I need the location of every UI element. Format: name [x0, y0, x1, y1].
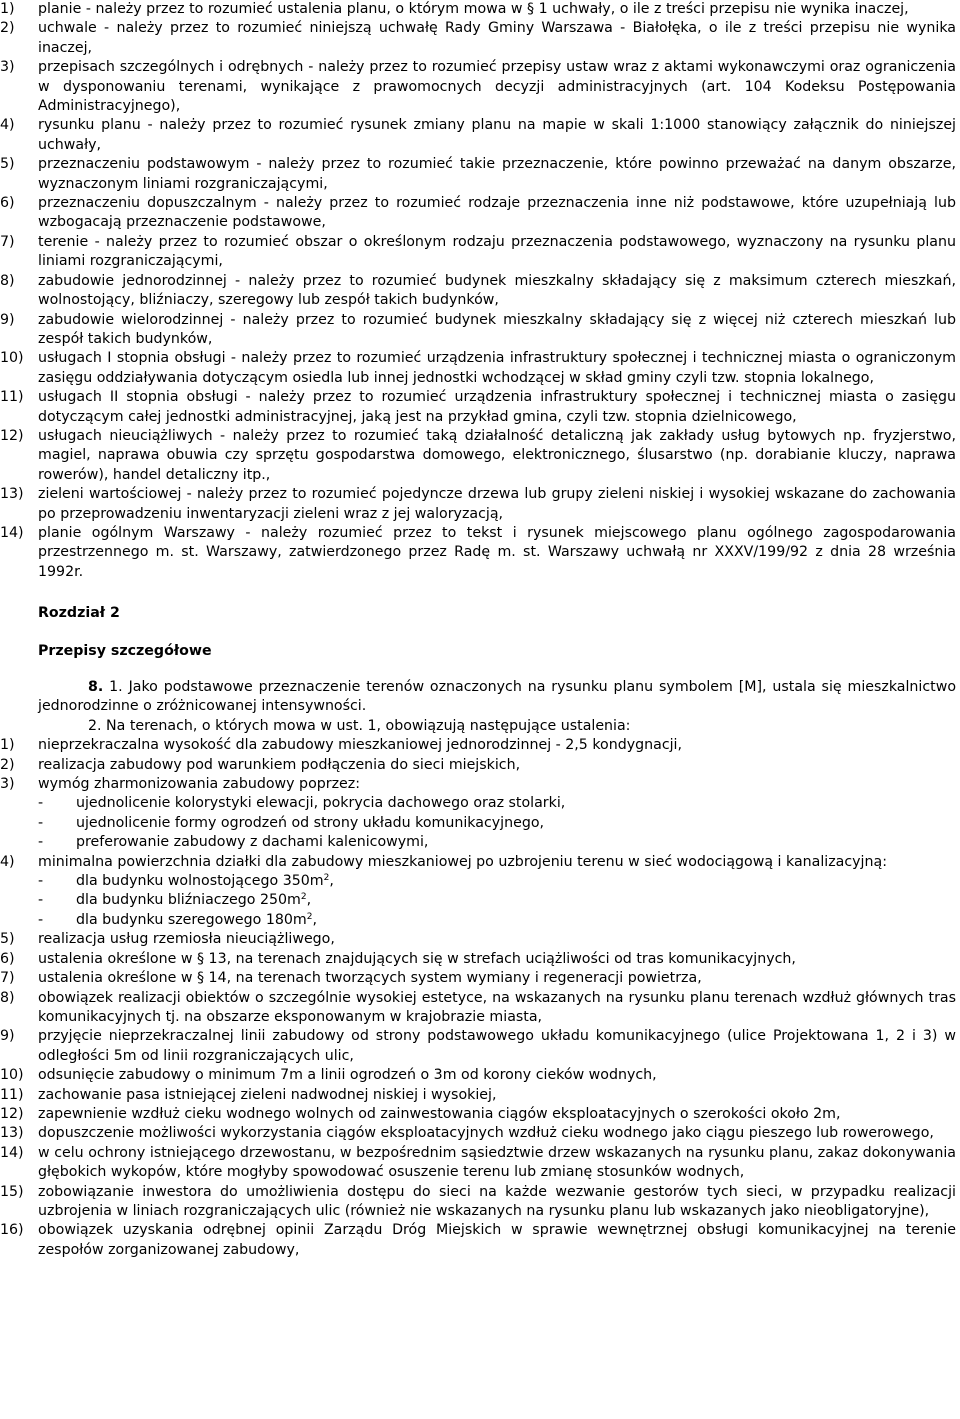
item-number: 10) — [0, 350, 24, 367]
item-number: 6) — [0, 195, 15, 212]
item-text: planie ogólnym Warszawy - należy rozumieć przez to tekst i rysunek miejscowego planu ogólnego zagospodarowania przestrzennego m. st. Warszawy, zatwierdzonego przez Radę m. st. Warszawy uchwałą nr XXXV/199/92 z dnia 28 września 1992r. — [38, 524, 956, 580]
item-text: wymóg zharmonizowania zabudowy poprzez: — [38, 776, 360, 793]
sub-item-text: ujednolicenie formy ogrodzeń od strony układu komunikacyjnego, — [76, 814, 545, 831]
list-item — [0, 736, 956, 755]
list-item — [0, 930, 956, 949]
item-number: 13) — [0, 1125, 24, 1142]
item-text: realizacja usług rzemiosła nieuciążliwego, — [38, 931, 335, 948]
item-text: usługach II stopnia obsługi - należy przez to rozumieć urządzenia infrastruktury społecznej i technicznej miasta o zasięgu dotyczącym całej jednostki administracyjnej, jaką jest na przykład gmina, czyli tzw. stopnia dzielnicowego, — [38, 389, 956, 425]
item-text: zieleni wartościowej - należy przez to rozumieć pojedyncze drzewa lub grupy zieleni niskiej i wysokiej wskazane do zachowania po przeprowadzeniu inwentaryzacji zieleni wraz z jej waloryzacją, — [38, 486, 956, 522]
sub-item — [0, 794, 956, 813]
list-item — [0, 58, 956, 116]
list-item — [0, 427, 956, 485]
item-text: odsunięcie zabudowy o minimum 7m a linii ogrodzeń o 3m od korony cieków wodnych, — [38, 1067, 657, 1084]
list-item — [0, 1066, 956, 1085]
item-text: ustalenia określone w § 13, na terenach znajdujących się w strefach uciążliwości od tras komunikacyjnych, — [38, 950, 796, 967]
item-text: planie - należy przez to rozumieć ustalenia planu, o którym mowa w § 1 uchwały, o ile z treści przepisu nie wynika inaczej, — [38, 1, 909, 17]
item-text: zachowanie pasa istniejącej zieleni nadwodnej niskiej i wysokiej, — [38, 1086, 497, 1103]
item-number: 1) — [0, 1, 15, 17]
ust-number: 1. — [109, 679, 123, 695]
list-item — [0, 311, 956, 350]
list-item — [0, 1105, 956, 1124]
item-text: rysunku planu - należy przez to rozumieć rysunek zmiany planu na mapie w skali 1:1000 stanowiący załącznik do niniejszej uchwały, — [38, 117, 956, 153]
item-number: 9) — [0, 311, 15, 328]
definitions-list — [0, 0, 956, 582]
list-item — [0, 233, 956, 272]
item-number: 7) — [0, 233, 15, 250]
paragraph-8-ust-2: 2. Na terenach, o których mowa w ust. 1, obowiązują następujące ustalenia: — [88, 717, 631, 734]
sub-item-text: dla budynku bliźniaczego 250m — [76, 892, 301, 909]
item-number: 2) — [0, 756, 15, 773]
item-text: zapewnienie wzdłuż cieku wodnego wolnych od zainwestowania ciągów eksploatacyjnych o szerokości około 2m, — [38, 1105, 841, 1122]
list-item — [0, 272, 956, 311]
list-item — [0, 349, 956, 388]
dash-bullet: - — [38, 814, 44, 831]
section-number: 8. — [88, 679, 104, 695]
sub-item-text: dla budynku szeregowego 180m — [76, 911, 307, 928]
list-item — [0, 1221, 956, 1260]
list-item — [0, 194, 956, 233]
item-text: realizacja zabudowy pod warunkiem podłączenia do sieci miejskich, — [38, 756, 521, 773]
list-item — [0, 19, 956, 58]
sub-item-text: preferowanie zabudowy z dachami kalenicowymi, — [76, 834, 429, 851]
dash-bullet: - — [38, 795, 44, 812]
item-number: 12) — [0, 1105, 24, 1122]
sub-item — [0, 872, 956, 891]
list-item — [0, 756, 956, 775]
item-number: 10) — [0, 1067, 24, 1084]
dash-bullet: - — [38, 911, 44, 928]
item-text: ustalenia określone w § 14, na terenach tworzących system wymiany i regeneracji powietrza, — [38, 970, 702, 987]
sub-item-tail: , — [312, 911, 318, 928]
item-number: 4) — [0, 853, 15, 870]
list-item — [0, 1086, 956, 1105]
item-text: przepisach szczególnych i odrębnych - należy przez to rozumieć przepisy ustaw wraz z aktami wykonawczymi oraz ograniczenia w dysponowaniu terenami, wynikające z prawomocnych decyzji administracyjnych (art. 104 Kodeksu Postępowania Administracyjnego), — [38, 59, 956, 115]
list-item — [0, 0, 956, 19]
sub-item-text: dla budynku wolnostojącego 350m — [76, 873, 324, 890]
item-number: 6) — [0, 950, 15, 967]
sub-item — [0, 911, 956, 930]
item-number: 16) — [0, 1222, 24, 1239]
item-number: 11) — [0, 389, 24, 406]
list-item — [0, 1124, 956, 1143]
list-item — [0, 950, 956, 969]
sub-item-tail: , — [306, 892, 312, 909]
item-number: 3) — [0, 59, 15, 76]
item-text: zabudowie wielorodzinnej - należy przez to rozumieć budynek mieszkalny składający się z więcej niż czterech mieszkań lub zespół takich budynków, — [38, 311, 956, 347]
superscript: 2 — [300, 892, 307, 903]
sub-item — [0, 833, 956, 852]
list-item — [0, 775, 956, 794]
ust-text: Jako podstawowe przeznaczenie terenów oznaczonych na rysunku planu symbolem [M], ustala się mieszkalnictwo jednorodzinne o zróżnicowanej intensywności. — [38, 679, 957, 715]
item-number: 1) — [0, 737, 15, 754]
paragraph-8-ust-1 — [0, 678, 956, 717]
item-number: 5) — [0, 156, 15, 173]
list-item — [0, 524, 956, 582]
superscript: 2 — [323, 873, 330, 884]
item-text: obowiązek realizacji obiektów o szczególnie wysokiej estetyce, na wskazanych na rysunku planu terenach wzdłuż głównych tras komunikacyjnych tj. na obszarze eksponowanym w krajobrazie miasta, — [38, 989, 956, 1025]
item-number: 9) — [0, 1028, 15, 1045]
chapter-heading: Rozdział 2 — [38, 605, 120, 622]
item-text: przyjęcie nieprzekraczalnej linii zabudowy od strony podstawowego układu komunikacyjnego (ulice Projektowana 1, 2 i 3) w odległości 5m od linii rozgraniczających ulic, — [38, 1028, 956, 1064]
item-number: 14) — [0, 524, 24, 541]
superscript: 2 — [306, 911, 313, 922]
item-number: 14) — [0, 1144, 24, 1161]
list-item — [0, 388, 956, 427]
sub-item — [0, 814, 956, 833]
list-item — [0, 969, 956, 988]
list-item — [0, 1144, 956, 1183]
item-number: 5) — [0, 931, 15, 948]
item-number: 8) — [0, 272, 15, 289]
item-number: 7) — [0, 970, 15, 987]
item-text: przeznaczeniu podstawowym - należy przez to rozumieć takie przeznaczenie, które powinno przeważać na danym obszarze, wyznaczonym liniami rozgraniczającymi, — [38, 156, 956, 192]
list-item — [0, 1183, 956, 1222]
item-text: usługach I stopnia obsługi - należy przez to rozumieć urządzenia infrastruktury społecznej i technicznej miasta o ograniczonym zasięgu oddziaływania dotyczącym osiedla lub innej jednostki wchodzącej w skład gminy czyli tzw. stopnia lokalnego, — [38, 350, 956, 386]
item-text: obowiązek uzyskania odrębnej opinii Zarządu Dróg Miejskich w sprawie wewnętrznej obsługi komunikacyjnej na terenie zespołów zorganizowanej zabudowy, — [38, 1222, 956, 1258]
item-number: 13) — [0, 486, 24, 503]
list-item — [0, 485, 956, 524]
item-text: dopuszczenie możliwości wykorzystania ciągów eksploatacyjnych wzdłuż cieku wodnego jako ciągu pieszego lub rowerowego, — [38, 1125, 934, 1142]
item-text: nieprzekraczalna wysokość dla zabudowy mieszkaniowej jednorodzinnej - 2,5 kondygnacji, — [38, 737, 683, 754]
item-text: zabudowie jednorodzinnej - należy przez to rozumieć budynek mieszkalny składający się z maksimum czterech mieszkań, wolnostojący, bliźniaczy, szeregowy lub zespół takich budynków, — [38, 272, 956, 309]
item-number: 3) — [0, 776, 15, 793]
rules-list — [0, 736, 956, 1260]
item-text: usługach nieuciążliwych - należy przez to rozumieć taką działalność detaliczną jak zakłady usług bytowych np. fryzjerstwo, magiel, naprawa obuwia czy sprzętu gospodarstwa domowego, elektronicznego, ślusarstwo (np. dorabianie kluczy, naprawa rowerów), handel detaliczny itp., — [38, 427, 956, 483]
list-item — [0, 155, 956, 194]
dash-bullet: - — [38, 892, 44, 909]
dash-bullet: - — [38, 873, 44, 890]
sub-item-tail: , — [329, 873, 334, 890]
item-text: zobowiązanie inwestora do umożliwienia dostępu do sieci na każde wezwanie gestorów tych sieci, w przypadku realizacji uzbrojenia w liniach rozgraniczających ulic (również nie wskazanych na rysunku planu lub wskazanych jako nieobligatoryjne), — [38, 1183, 956, 1219]
item-text: w celu ochrony istniejącego drzewostanu, w bezpośrednim sąsiedztwie drzew wskazanych na rysunku planu, zakaz dokonywania głębokich wykopów, które mogłyby spowodować osuszenie terenu lub zmianę stosunków wodnych, — [38, 1144, 956, 1181]
sub-item — [0, 891, 956, 910]
list-item — [0, 116, 956, 155]
chapter-title: Przepisy szczegółowe — [38, 642, 212, 659]
item-number: 15) — [0, 1183, 24, 1200]
item-number: 4) — [0, 117, 15, 134]
item-number: 11) — [0, 1086, 24, 1103]
list-item — [0, 1027, 956, 1066]
dash-bullet: - — [38, 834, 44, 851]
list-item — [0, 853, 956, 872]
item-text: uchwale - należy przez to rozumieć niniejszą uchwałę Rady Gminy Warszawa - Białołęka, o ile z treści przepisu nie wynika inaczej, — [38, 20, 956, 56]
list-item — [0, 989, 956, 1028]
item-number: 8) — [0, 989, 15, 1006]
sub-item-text: ujednolicenie kolorystyki elewacji, pokrycia dachowego oraz stolarki, — [76, 795, 566, 812]
item-number: 12) — [0, 427, 24, 444]
item-text: minimalna powierzchnia działki dla zabudowy mieszkaniowej po uzbrojeniu terenu w sieć wodociągową i kanalizacyjną: — [38, 853, 887, 870]
item-text: terenie - należy przez to rozumieć obszar o określonym rodzaju przeznaczenia podstawowego, wyznaczony na rysunku planu liniami rozgraniczającymi, — [38, 233, 956, 270]
item-number: 2) — [0, 20, 15, 37]
item-text: przeznaczeniu dopuszczalnym - należy przez to rozumieć rodzaje przeznaczenia inne niż podstawowe, które uzupełniają lub wzbogacają przeznaczenie podstawowe, — [38, 195, 956, 231]
